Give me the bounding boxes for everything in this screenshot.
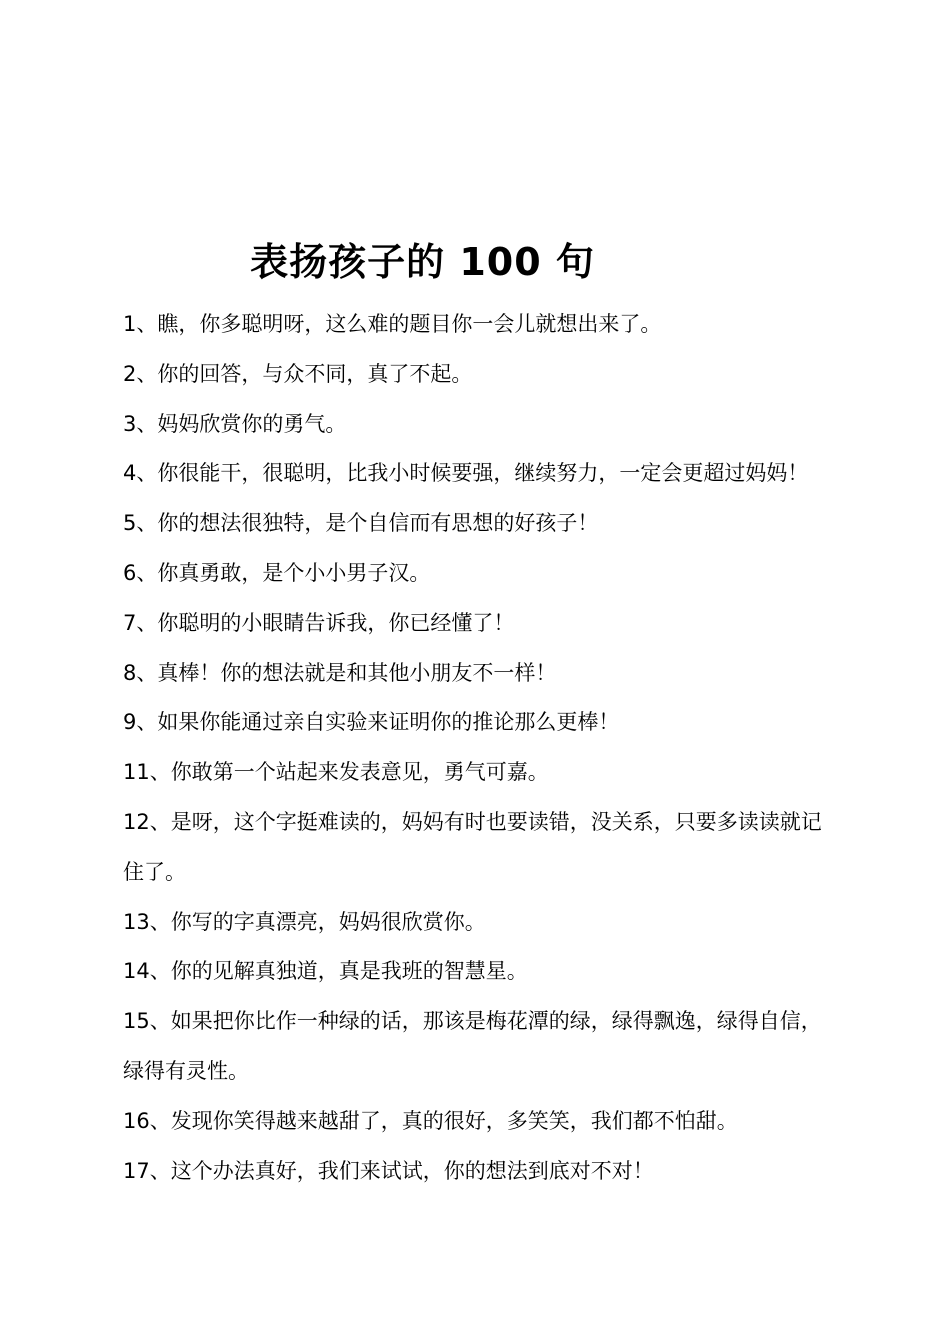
- list-item: 7、你聪明的小眼睛告诉我，你已经懂了！: [123, 610, 515, 635]
- list-item: 3、妈妈欣赏你的勇气。: [123, 411, 347, 436]
- list-item: 5、你的想法很独特，是个自信而有思想的好孩子！: [123, 511, 599, 536]
- list-item: 16、发现你笑得越来越甜了，真的很好，多笑笑，我们都不怕甜。: [123, 1108, 738, 1133]
- list-item: 1、瞧，你多聪明呀，这么难的题目你一会儿就想出来了。: [123, 312, 662, 336]
- list-item: 11、你敢第一个站起来发表意见，勇气可嘉。: [123, 760, 549, 785]
- list-item: 15、如果把你比作一种绿的话，那该是梅花潭的绿，绿得飘逸，绿得自信，绿得有灵性。: [123, 1009, 822, 1083]
- list-item: 6、你真勇敢，是个小小男子汉。: [123, 560, 431, 585]
- list-item: 9、如果你能通过亲自实验来证明你的推论那么更棒！: [123, 710, 620, 735]
- list-item: 14、你的见解真独道，真是我班的智慧星。: [123, 959, 528, 984]
- list-item: 13、你写的字真漂亮，妈妈很欣赏你。: [123, 909, 486, 934]
- list-item: 12、是呀，这个字挺难读的，妈妈有时也要读错，没关系，只要多读读就记住了。: [123, 809, 822, 884]
- document-title: 表扬孩子的 100 句: [250, 240, 595, 284]
- praise-list: [123, 300, 833, 1196]
- list-item: 2、你的回答，与众不同，真了不起。: [123, 361, 473, 386]
- list-item: 4、你很能干，很聪明，比我小时候要强，继续努力，一定会更超过妈妈！: [123, 461, 809, 486]
- list-item: 17、这个办法真好，我们来试试，你的想法到底对不对！: [123, 1158, 654, 1183]
- list-item: 8、真棒！你的想法就是和其他小朋友不一样！: [123, 660, 557, 685]
